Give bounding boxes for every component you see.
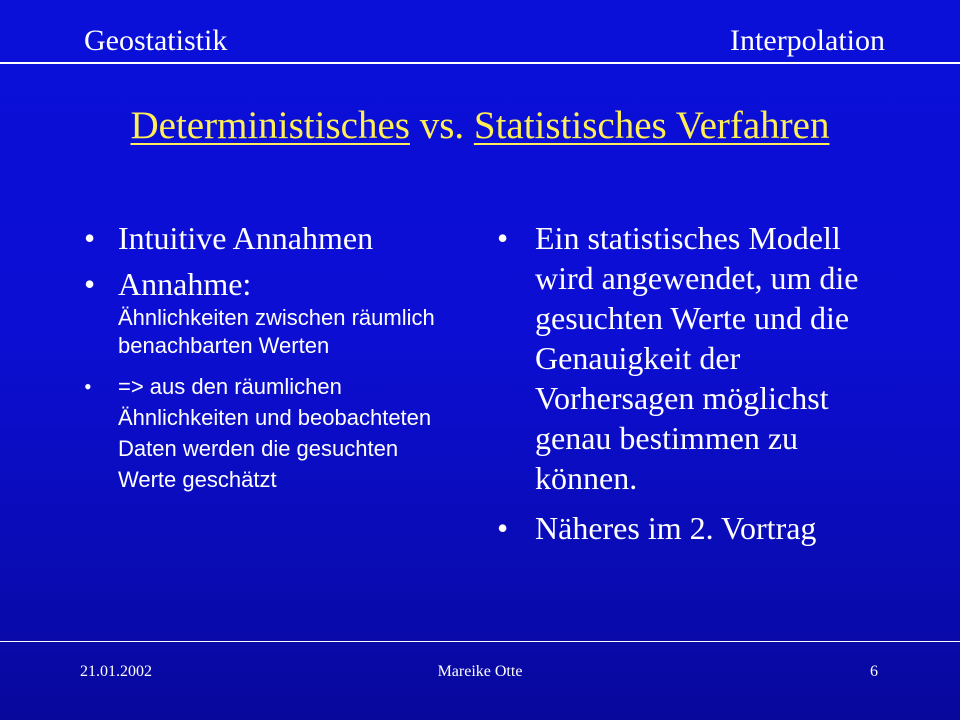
- left-column: [84, 218, 444, 495]
- title-deterministic: Deterministisches: [130, 104, 410, 147]
- right-bullet-1: [497, 218, 897, 498]
- assumption-label: Annahme:: [118, 266, 252, 302]
- bullet-marker: •: [497, 510, 509, 546]
- title-statistical: Statistisches Verfahren: [473, 104, 830, 147]
- header-course-title: Geostatistik: [84, 24, 228, 57]
- header-topic: Interpolation: [730, 24, 885, 57]
- left-bullet-1: [84, 218, 444, 258]
- bullet-marker: •: [84, 220, 96, 256]
- slide-title: [0, 101, 960, 151]
- bullet-marker: •: [84, 266, 96, 302]
- footer-divider: [0, 641, 960, 642]
- left-bullet-3: [84, 371, 444, 495]
- assumption-detail: Ähnlichkeiten zwischen räumlich benachbarten Werten: [118, 305, 435, 358]
- bullet-marker: •: [84, 374, 92, 399]
- left-item-assumption: [118, 264, 444, 360]
- bullet-marker: •: [497, 220, 509, 256]
- page-number: 6: [870, 663, 878, 680]
- left-bullet-2: [84, 264, 444, 360]
- footer-author: Mareike Otte: [437, 663, 523, 680]
- left-item-intuitive: Intuitive Annahmen: [118, 220, 374, 256]
- right-bullet-2: [497, 508, 897, 548]
- footer-date: 21.01.2002: [80, 663, 152, 680]
- title-vs: vs.: [419, 104, 465, 147]
- right-column: [497, 218, 897, 548]
- left-item-conclusion: => aus den räumlichen Ähnlichkeiten und beobachteten Daten werden die gesuchten Werte geschätzt: [118, 374, 432, 492]
- right-item-model: Ein statistisches Modell wird angewendet, um die gesuchten Werte und die Genauigkeit der Vorhersagen möglichst genau bestimmen zu können.: [535, 220, 859, 496]
- right-item-more: Näheres im 2. Vortrag: [535, 510, 817, 546]
- header-divider: [0, 62, 960, 64]
